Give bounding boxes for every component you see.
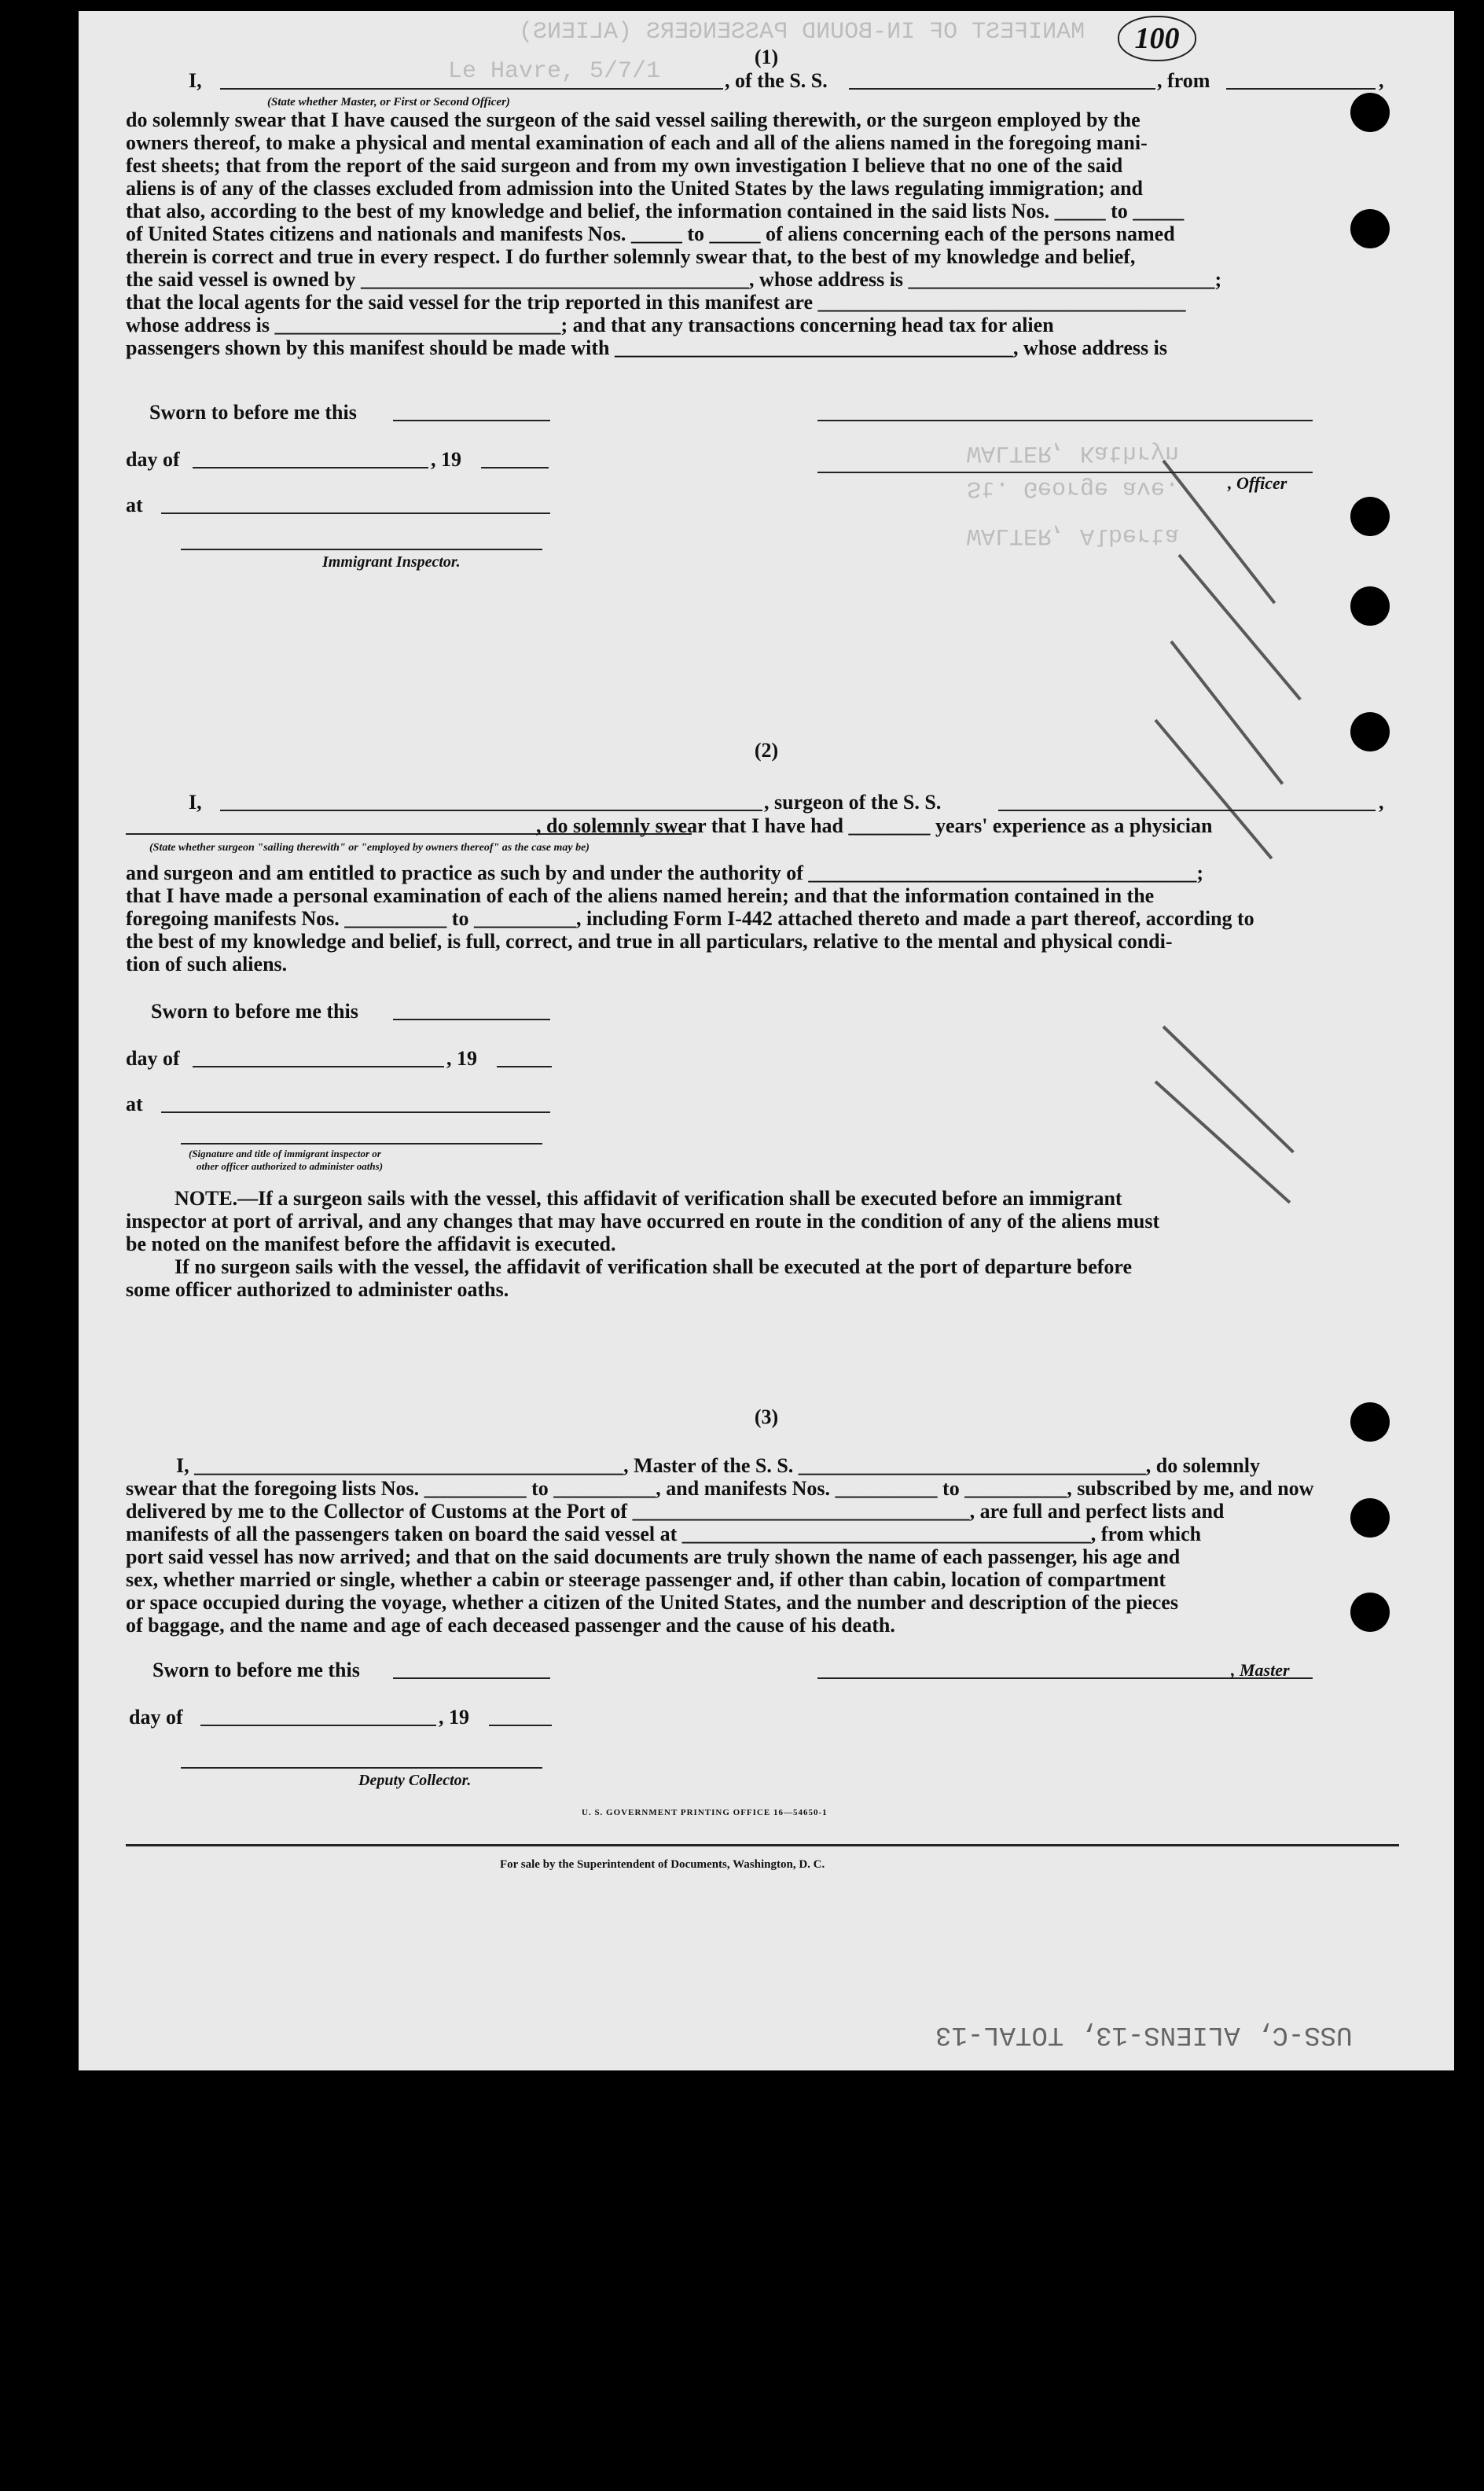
section1-text-1: owners thereof, to make a physical and mental examination of each and all of the aliens named in the foregoing mani-: [126, 131, 1148, 154]
pen-stroke: [1163, 1026, 1295, 1154]
section2-note-1: inspector at port of arrival, and any changes that may have occurred en route in the condition of any of the aliens must: [126, 1210, 1160, 1233]
blank-line: [1226, 88, 1376, 90]
section1-text-3: aliens is of any of the classes excluded from admission into the United States by the laws regulating immigration; and: [126, 177, 1144, 200]
section3-day: day of: [129, 1706, 183, 1729]
section2-day: day of: [126, 1047, 180, 1070]
section2-number: (2): [754, 739, 779, 762]
blank-line: [481, 467, 549, 468]
section1-day: day of: [126, 448, 180, 471]
section1-text-7: the said vessel is owned by ______________________________________, whose address is ______________________________;: [126, 268, 1222, 291]
blank-line: [489, 1725, 552, 1726]
bleed-name2: St. George ave.: [967, 475, 1180, 502]
section1-text-9: whose address is ____________________________; and that any transactions concerning head tax for alien: [126, 314, 1054, 336]
blank-line: [220, 810, 762, 811]
section3-number: (3): [754, 1405, 779, 1428]
section3-master: , Master: [1231, 1660, 1290, 1680]
section3-text-7: of baggage, and the name and age of each deceased passenger and the cause of his death.: [126, 1614, 895, 1637]
section1-inspector: Immigrant Inspector.: [322, 553, 461, 571]
section2-caption-1: other officer authorized to administer oaths): [197, 1160, 384, 1172]
section1-text-8: that the local agents for the said vessel for the trip reported in this manifest are ____________________________________: [126, 291, 1186, 314]
bleed-name3: WALTER, Alberta: [967, 522, 1180, 549]
manifest-page: [79, 11, 1454, 2070]
bleed-line1: Le Havre, 5/7/1: [448, 58, 661, 85]
inspector-signature-line: [181, 549, 542, 550]
section1-from: , from: [1157, 69, 1210, 92]
section2-note-0: NOTE.—If a surgeon sails with the vessel, this affidavit of verification shall be executed before an immigrant: [174, 1187, 1122, 1210]
section3-text-3: manifests of all the passengers taken on board the said vessel at ________________________________________, from which: [126, 1523, 1202, 1545]
blank-line: [497, 1066, 552, 1067]
section3-text-5: sex, whether married or single, whether a cabin or steerage passenger and, if other than cabin, location of compartment: [126, 1568, 1166, 1591]
section2-note-2: be noted on the manifest before the affidavit is executed.: [126, 1233, 616, 1255]
section2-note-4: some officer authorized to administer oaths.: [126, 1278, 509, 1301]
section2-comma: ,: [1379, 791, 1384, 814]
blank-line: [393, 1019, 550, 1020]
sale-line: For sale by the Superintendent of Documents, Washington, D. C.: [500, 1858, 825, 1871]
section2-text-0: and surgeon and am entitled to practice as such by and under the authority of ______________________________________;: [126, 862, 1204, 884]
section2-text-3: the best of my knowledge and belief, is full, correct, and true in all particulars, relative to the mental and physical condi-: [126, 930, 1173, 953]
section2-year: , 19: [446, 1047, 477, 1070]
footer-rule: [126, 1844, 1399, 1846]
blank-line: [220, 88, 723, 90]
section2-caption-0: (Signature and title of immigrant inspector or: [189, 1148, 381, 1159]
collector-signature-line: [181, 1767, 542, 1769]
bleed-footer: USS-C, ALIENS-13, TOTAL-13: [935, 2019, 1353, 2049]
blank-line: [393, 1677, 550, 1679]
blank-line: [393, 420, 550, 421]
section1-number: (1): [754, 46, 779, 68]
blank-line: [849, 88, 1155, 90]
section1-text-4: that also, according to the best of my knowledge and belief, the information contained in the said lists Nos. _____ to _____: [126, 200, 1185, 222]
section3-sworn: Sworn to before me this: [152, 1659, 360, 1681]
section1-officer: , Officer: [1228, 473, 1287, 493]
pen-stroke: [1177, 554, 1301, 700]
section3-year: , 19: [439, 1706, 469, 1729]
blank-line: [161, 513, 550, 514]
section2-text-2: foregoing manifests Nos. __________ to __________, including Form I-442 attached thereto and made a part thereof, according to: [126, 907, 1254, 930]
section2-text-4: tion of such aliens.: [126, 953, 288, 975]
section3-text-6: or space occupied during the voyage, whether a citizen of the United States, and the number and description of the pieces: [126, 1591, 1178, 1614]
section1-i: I,: [189, 69, 202, 92]
officer-signature-line: [817, 420, 1313, 421]
section1-text-0: do solemnly swear that I have caused the surgeon of the said vessel sailing therewith, or the surgeon employed by the: [126, 108, 1141, 131]
section2-surgeon-ss: , surgeon of the S. S.: [764, 791, 942, 814]
section3-collector: Deputy Collector.: [358, 1772, 472, 1789]
section2-text-1: that I have made a personal examination of each of the aliens named herein; and that the information contained in the: [126, 884, 1155, 907]
bleed-header: MANIFEST OF IN-BOUND PASSENGERS (ALIENS): [519, 19, 1085, 46]
blank-line: [161, 1111, 550, 1113]
section1-text-5: of United States citizens and nationals and manifests Nos. _____ to _____ of aliens concerning each of the persons named: [126, 222, 1175, 245]
section2-line2: , do solemnly swear that I have had ________ years' experience as a physician: [536, 814, 1213, 837]
blank-line: [998, 810, 1376, 811]
printer-line: U. S. GOVERNMENT PRINTING OFFICE 16—54650-1: [582, 1808, 828, 1817]
page-number: 100: [1118, 16, 1196, 61]
section3-text-1: swear that the foregoing lists Nos. __________ to __________, and manifests Nos. __________ to __________, subscribed by me, and now: [126, 1477, 1314, 1500]
section2-i: I,: [189, 791, 202, 814]
signature-line: [181, 1143, 542, 1144]
section1-text-10: passengers shown by this manifest should be made with _______________________________________, whose address is: [126, 336, 1167, 359]
blank-line: [193, 1066, 444, 1067]
blank-line: [200, 1725, 436, 1726]
section1-of-ss: , of the S. S.: [725, 69, 828, 92]
section1-sworn: Sworn to before me this: [149, 401, 357, 424]
section1-at: at: [126, 494, 143, 516]
section3-text-0: I, __________________________________________, Master of the S. S. __________________________________, do solemnly: [176, 1454, 1260, 1477]
section2-sworn: Sworn to before me this: [151, 1000, 358, 1023]
section2-at: at: [126, 1093, 143, 1115]
section2-sub: (State whether surgeon "sailing therewith" or "employed by owners thereof" as the case may be): [149, 842, 590, 854]
section1-text-2: fest sheets; that from the report of the said surgeon and from my own investigation I believe that no one of the said: [126, 154, 1123, 177]
section1-comma: ,: [1379, 69, 1384, 92]
section2-note-3: If no surgeon sails with the vessel, the affidavit of verification shall be executed at the port of departure before: [174, 1255, 1133, 1278]
blank-line: [193, 467, 428, 468]
section3-text-4: port said vessel has now arrived; and that on the said documents are truly shown the name of each passenger, his age and: [126, 1545, 1181, 1568]
section1-year: , 19: [431, 448, 461, 471]
section1-text-6: therein is correct and true in every respect. I do further solemnly swear that, to the best of my knowledge and belief,: [126, 245, 1136, 268]
section1-sub: (State whether Master, or First or Second Officer): [267, 96, 510, 108]
punch-hole: [1350, 586, 1390, 626]
section3-text-2: delivered by me to the Collector of Customs at the Port of _________________________________, are full and perfect lists and: [126, 1500, 1225, 1523]
bleed-name1: WALTER, Kathryn: [967, 439, 1180, 466]
